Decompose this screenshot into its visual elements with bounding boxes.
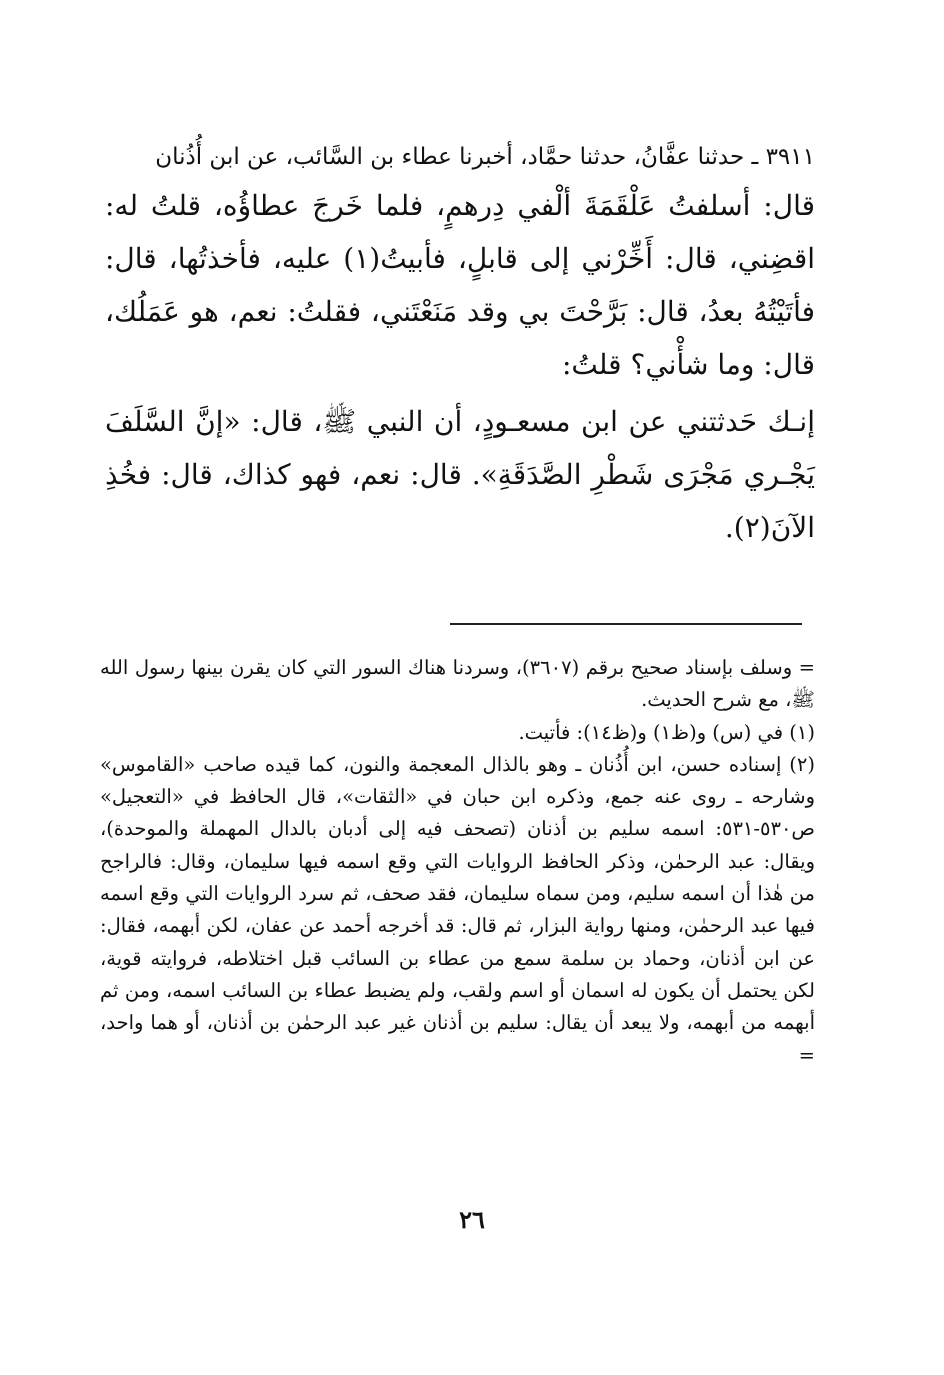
hadith-matn [105,179,815,554]
footnotes [100,652,815,1072]
footnote-separator [450,623,802,625]
page-number: ٢٦ [459,1205,485,1234]
hadith-block [105,135,815,558]
footnote-1: (١) في (س) و(ظ١) و(ظ١٤): فأتيت. [518,720,815,744]
hadith-isnad: ٣٩١١ ـ حدثنا عفَّانُ، حدثنا حمَّاد، أخبرنا عطاء بن السَّائب، عن ابن أُذُنان [155,144,815,170]
footnote-2: (٢) إسناده حسن، ابن أُذُنان ـ وهو بالذال المعجمة والنون، كما قيده صاحب «القاموس» وشارحه ـ روى عنه جمع، وذكره ابن حبان في «الثقات»، قال الحافظ في «التعجيل» ص٥٣٠-٥٣١: اسمه سليم بن أذنان (تصحف فيه إلى أدبان بالدال المهملة والموحدة)، ويقال: عبد الرحمٰن، وذكر الحافظ الروايات التي وقع اسمه فيها سليمان، وقال: فالراجح من هٰذا أن اسمه سليم، ومن سماه سليمان، فقد صحف، ثم سرد الروايات التي وقع اسمه فيها عبد الرحمٰن، ومنها رواية البزار، ثم قال: قد أخرجه أحمد عن عفان، لكن أبهمه، فقال: عن ابن أذنان، وحماد بن سلمة سمع من عطاء بن السائب قبل اختلاطه، فروايته قوية، لكن يحتمل أن يكون له اسمان أو اسم ولقب، ولم يضبط عطاء بن السائب اسمه، ومن ثم أبهمه من أبهمه، ولا يبعد أن يقال: سليم بن أذنان غير عبد الرحمٰن بن أذنان، أو هما واحد، = [100,752,815,1067]
footnote-continuation: = وسلف بإسناد صحيح برقم (٣٦٠٧)، وسردنا هناك السور التي كان يقرن بينها رسول الله ﷺ، مع شرح الحديث. [100,656,815,712]
matn-paragraph: قال: أسلفتُ عَلْقَمَةَ ألْفي دِرهمٍ، فلما خَرجَ عطاؤُه، قلتُ له: اقضِني، قال: أَخِّرْني إلى قابلٍ، فأبيتُ(١) عليه، فأخذتُها، قال: فأتَيْتُهُ بعدُ، قال: بَرَّحْتَ بي وقد مَنَعْتَني، فقلتُ: نعم، هو عَمَلُك، قال: وما شأْني؟ قلتُ: [105,189,815,381]
matn-paragraph: إنـك حَدثتني عن ابن مسعـودٍ، أن النبي ﷺ، قال: «إنَّ السَّلَفَ يَجْـري مَجْرَى شَطْرِ الصَّدَقَةِ». قال: نعم، فهو كذاك، قال: فخُذِ الآنَ(٢). [105,405,815,544]
